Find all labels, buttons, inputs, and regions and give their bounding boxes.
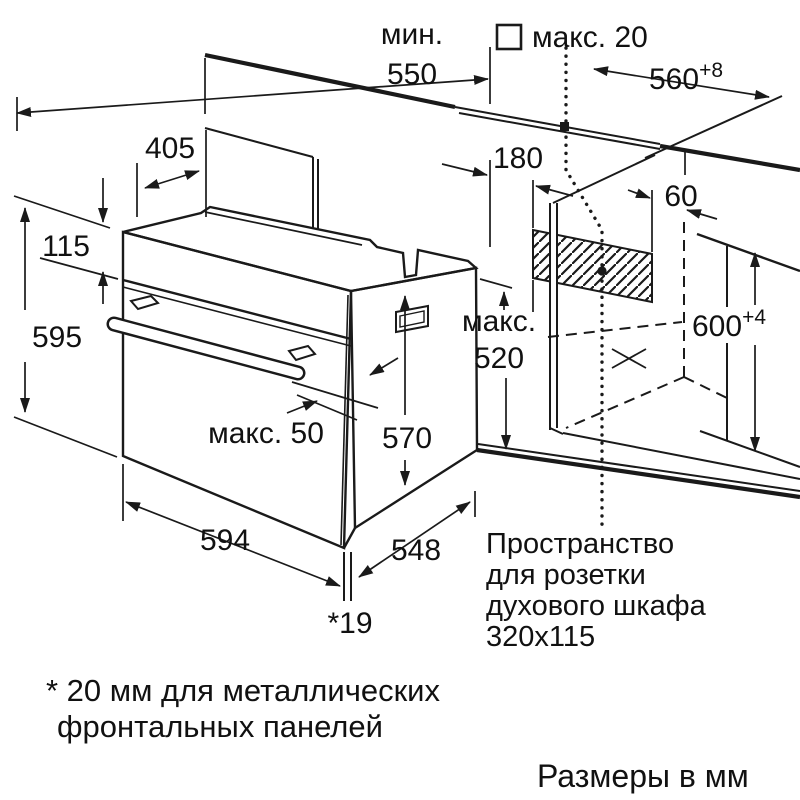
footnote-line1: * 20 мм для металлических: [46, 673, 440, 708]
dim-115-label: 115: [42, 230, 90, 263]
footnote-line2: фронтальных панелей: [57, 709, 383, 744]
dim-600-label: [692, 306, 766, 343]
dim-595-label: 595: [31, 321, 83, 354]
dim-max50-label: макс. 50: [208, 417, 324, 450]
dim-min550-word: мин.: [380, 18, 444, 51]
socket-note: [486, 528, 707, 653]
socket-note-line1: Пространство: [486, 528, 675, 560]
dim-max20-label: макс. 20: [532, 21, 648, 54]
socket-note-line3: духового шкафа: [486, 590, 706, 622]
dim-max520-word: макс.: [461, 305, 537, 338]
dim-60-label: 60: [664, 180, 698, 213]
dim-570-label: 570: [381, 422, 433, 455]
dim-560-label: [649, 59, 723, 96]
vent-slot-icon: [396, 306, 428, 332]
dim-600-sup: +4: [742, 306, 767, 329]
dim-min550-value: 550: [386, 58, 438, 91]
oven-handle: [114, 296, 315, 373]
dim-594-label: 594: [199, 524, 251, 557]
dim-19-label: *19: [327, 607, 373, 640]
dim-560-sup: +8: [699, 59, 724, 82]
units-note: Размеры в мм: [537, 758, 749, 794]
dim-max520-value: 520: [473, 342, 525, 375]
dim-548-label: 548: [390, 534, 442, 567]
socket-note-line2: для розетки: [486, 559, 646, 591]
socket-note-line4: 320x115: [486, 621, 596, 653]
dim-180-label: 180: [492, 142, 544, 175]
dim-600-base: 600: [692, 310, 743, 343]
dim-560-base: 560: [649, 63, 700, 96]
dim-405-label: 405: [144, 132, 196, 165]
footnote: [46, 673, 440, 744]
oven-side-face: [351, 268, 477, 528]
square-symbol-icon: [497, 25, 521, 49]
